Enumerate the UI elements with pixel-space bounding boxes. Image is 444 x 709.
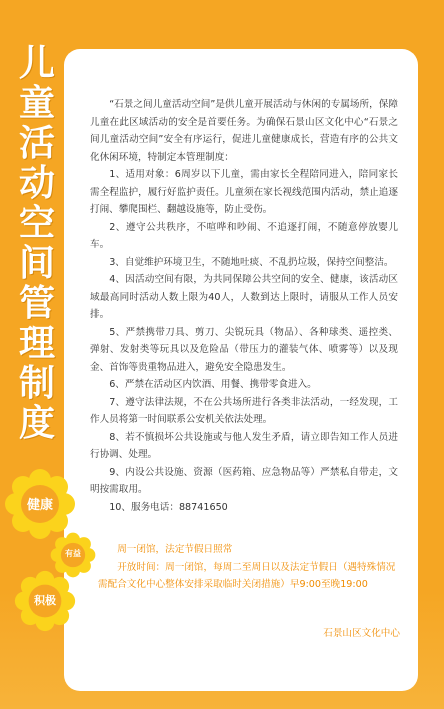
title-char: 度 bbox=[18, 403, 55, 444]
flower-healthy-icon bbox=[4, 468, 76, 540]
open-hours-text: 开放时间：周一闭馆，每周二至周日以及法定节假日（遇特殊情况需配合文化中心整体安排采取临时关闭措施）早9:00至晚19:00 bbox=[98, 561, 396, 590]
rule-item: 10、服务电话：88741650 bbox=[109, 501, 228, 513]
title-char: 间 bbox=[18, 243, 55, 284]
flower-label: 积极 bbox=[34, 594, 56, 607]
title-char: 制 bbox=[18, 363, 55, 404]
flower-positive-icon bbox=[14, 570, 76, 632]
rules-content bbox=[90, 96, 398, 516]
rule-item: 2、遵守公共秩序，不喧哗和吵闹、不追逐打闹，不随意停放婴儿车。 bbox=[90, 221, 398, 250]
rule-item: 8、若不慎损坏公共设施或与他人发生矛盾，请立即告知工作人员进行协调、处理。 bbox=[90, 431, 398, 460]
flower-label: 健康 bbox=[26, 498, 53, 513]
intro-paragraph: “石景之间儿童活动空间”是供儿童开展活动与休闲的专属场所，保障儿童在此区域活动的安全是首要任务。为确保石景山区文化中心“石景之间儿童活动空间”安全有序运行，促进儿童健康成长，营造有序的公共文化休闲环境，特制定本管理制度： bbox=[90, 99, 398, 163]
title-char: 管 bbox=[18, 283, 55, 324]
rule-item: 4、因活动空间有限，为共同保障公共空间的安全、健康，该活动区域最高同时活动人数上限为40人，人数到达上限时，请服从工作人员安排。 bbox=[90, 274, 398, 320]
rule-item: 9、内设公共设施、资源（医药箱、应急物品等）严禁私自带走，文明按需取用。 bbox=[90, 466, 398, 495]
title-char: 儿 bbox=[18, 43, 55, 84]
title-char: 空 bbox=[18, 203, 55, 244]
rule-item: 6、严禁在活动区内饮酒、用餐、携带零食进入。 bbox=[109, 379, 317, 390]
title-char: 活 bbox=[18, 123, 55, 164]
opening-hours bbox=[98, 541, 398, 594]
flower-label: 有益 bbox=[65, 549, 81, 558]
organization-name: 石景山区文化中心 bbox=[323, 628, 400, 639]
vertical-title bbox=[14, 44, 60, 444]
rule-item: 3、自觉维护环境卫生，不随地吐痰、不乱扔垃圾，保持空间整洁。 bbox=[109, 256, 394, 268]
rule-item: 7、遵守法律法规，不在公共场所进行各类非法活动，一经发现，工作人员将第一时间联系公安机关依法处理。 bbox=[90, 396, 398, 425]
title-char: 童 bbox=[18, 83, 55, 124]
title-char: 动 bbox=[18, 163, 55, 204]
closed-notice: 周一闭馆，法定节假日照常 bbox=[117, 544, 233, 555]
title-char: 理 bbox=[18, 323, 55, 364]
rule-item: 5、严禁携带刀具、剪刀、尖锐玩具（物品）、各种球类、遥控类、弹射、发射类等玩具以及危险品（带压力的灌装气体、喷雾等）以及现金、首饰等贵重物品进入，避免安全隐患发生。 bbox=[90, 326, 398, 373]
rule-item: 1、适用对象：6周岁以下儿童，需由家长全程陪同进入，陪同家长需全程监护，履行好监护责任。儿童须在家长视线范围内活动，禁止追逐打闹、攀爬围栏、翻越设施等，防止受伤。 bbox=[90, 169, 398, 215]
